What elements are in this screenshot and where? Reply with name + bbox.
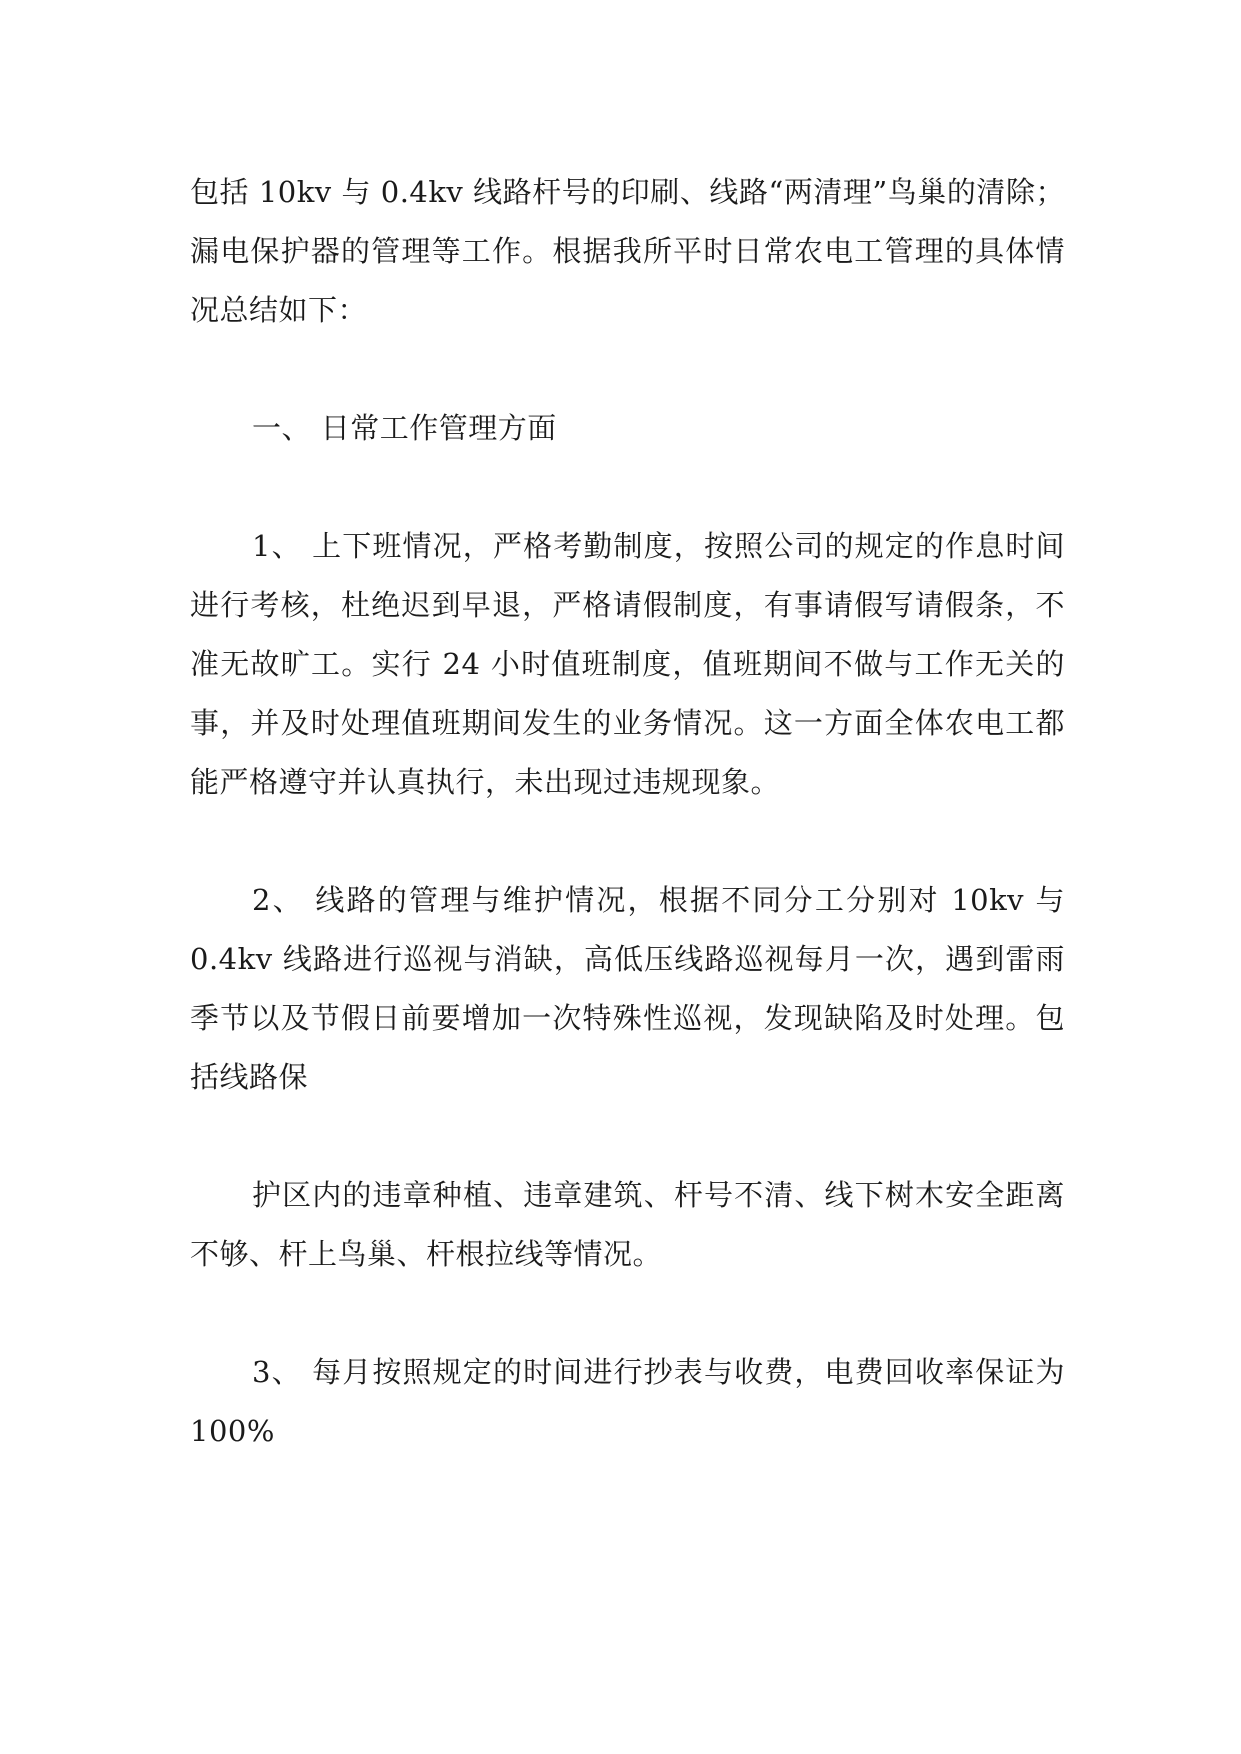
document-body — [190, 163, 1065, 1461]
item-2-continuation-paragraph: 护区内的违章种植、违章建筑、杆号不清、线下树木安全距离不够、杆上鸟巢、杆根拉线等情况。 — [190, 1178, 1065, 1271]
section-heading: 一、 日常工作管理方面 — [252, 411, 557, 445]
item-1-paragraph: 1、 上下班情况，严格考勤制度，按照公司的规定的作息时间进行考核，杜绝迟到早退，严格请假制度，有事请假写请假条，不准无故旷工。实行 24 小时值班制度，值班期间不做与工作无关的事，并及时处理值班期间发生的业务情况。这一方面全体农电工都能严格遵守并认真执行，未出现过违规现象。 — [190, 529, 1065, 799]
intro-paragraph: 包括 10kv 与 0.4kv 线路杆号的印刷、线路“两清理”鸟巢的清除；漏电保护器的管理等工作。根据我所平时日常农电工管理的具体情况总结如下： — [190, 175, 1065, 327]
item-3-paragraph: 3、 每月按照规定的时间进行抄表与收费，电费回收率保证为 100% — [190, 1355, 1065, 1448]
item-2-paragraph: 2、 线路的管理与维护情况，根据不同分工分别对 10kv 与 0.4kv 线路进行巡视与消缺，高低压线路巡视每月一次，遇到雷雨季节以及节假日前要增加一次特殊性巡视，发现缺陷及时处理。包括线路保 — [190, 883, 1065, 1094]
